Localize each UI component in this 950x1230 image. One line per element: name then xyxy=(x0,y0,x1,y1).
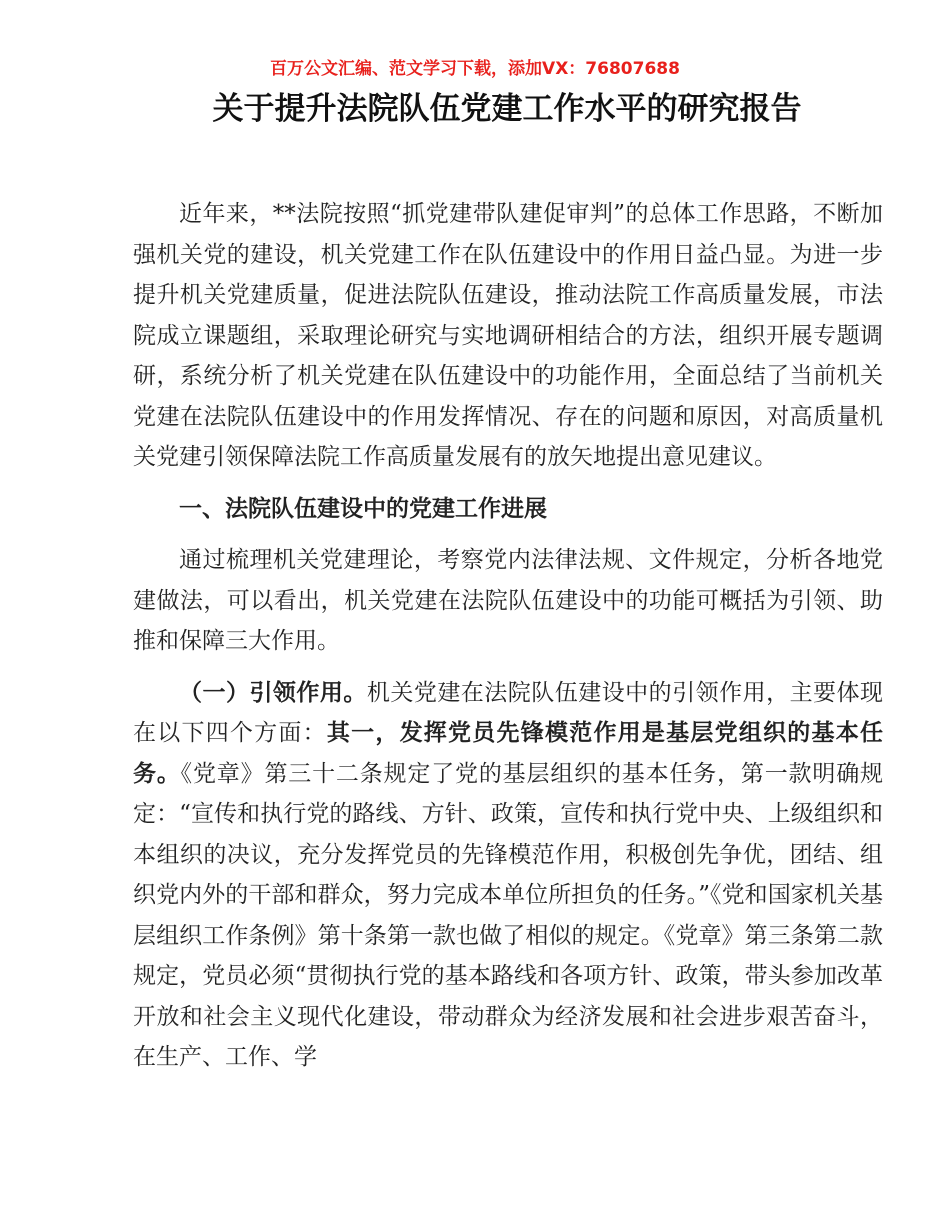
header-note: 百万公文汇编、范文学习下载，添加VX：76807688 xyxy=(270,59,680,79)
subsection-text-part1: 机关党建在法院队伍建设中的引领作用，主要体现在以下四个方面： xyxy=(133,679,884,746)
intro-paragraph: 近年来，**法院按照“抓党建带队建促审判”的总体工作思路，不断加强机关党的建设，机关党建工作在队伍建设中的作用日益凸显。为进一步提升机关党建质量，促进法院队伍建设，推动法院工作高质量发展，市法院成立课题组，采取理论研究与实地调研相结合的方法，组织开展专题调研，系统分析了机关党建在队伍建设中的功能作用，全面总结了当前机关党建在法院队伍建设中的作用发挥情况、存在的问题和原因，对高质量机关党建引领保障法院工作高质量发展有的放矢地提出意见建议。 xyxy=(133,201,883,470)
subsection-text-part2: 《党章》第三十二条规定了党的基层组织的基本任务，第一款明确规定：“宣传和执行党的路线、方针、政策，宣传和执行党中央、上级组织和本组织的决议，充分发挥党员的先锋模范作用，积极创先争优，团结、组织党内外的干部和群众，努力完成本单位所担负的任务。”《党和国家机关基层组织工作条例》第十条第一款也做了相似的规定。《党章》第三条第二款规定，党员必须“贯彻执行党的基本路线和各项方针、政策，带头参加改革开放和社会主义现代化建设，带动群众为经济发展和社会进步艰苦奋斗，在生产、工作、学 xyxy=(133,760,884,1070)
document-title: 关于提升法院队伍党建工作水平的研究报告 xyxy=(212,91,802,127)
section-paragraph: 通过梳理机关党建理论，考察党内法律法规、文件规定，分析各地党建做法，可以看出，机关党建在法院队伍建设中的功能可概括为引领、助推和保障三大作用。 xyxy=(133,547,883,654)
section-heading: 一、法院队伍建设中的党建工作进展 xyxy=(179,495,547,522)
subsection-paragraph xyxy=(133,673,883,1078)
document-body xyxy=(133,194,883,1078)
subsection-lead: （一）引领作用。 xyxy=(179,679,367,706)
subsection-emphasis: 其一，发挥党员先锋模范作用是基层党组织的基本任务。 xyxy=(133,720,884,787)
